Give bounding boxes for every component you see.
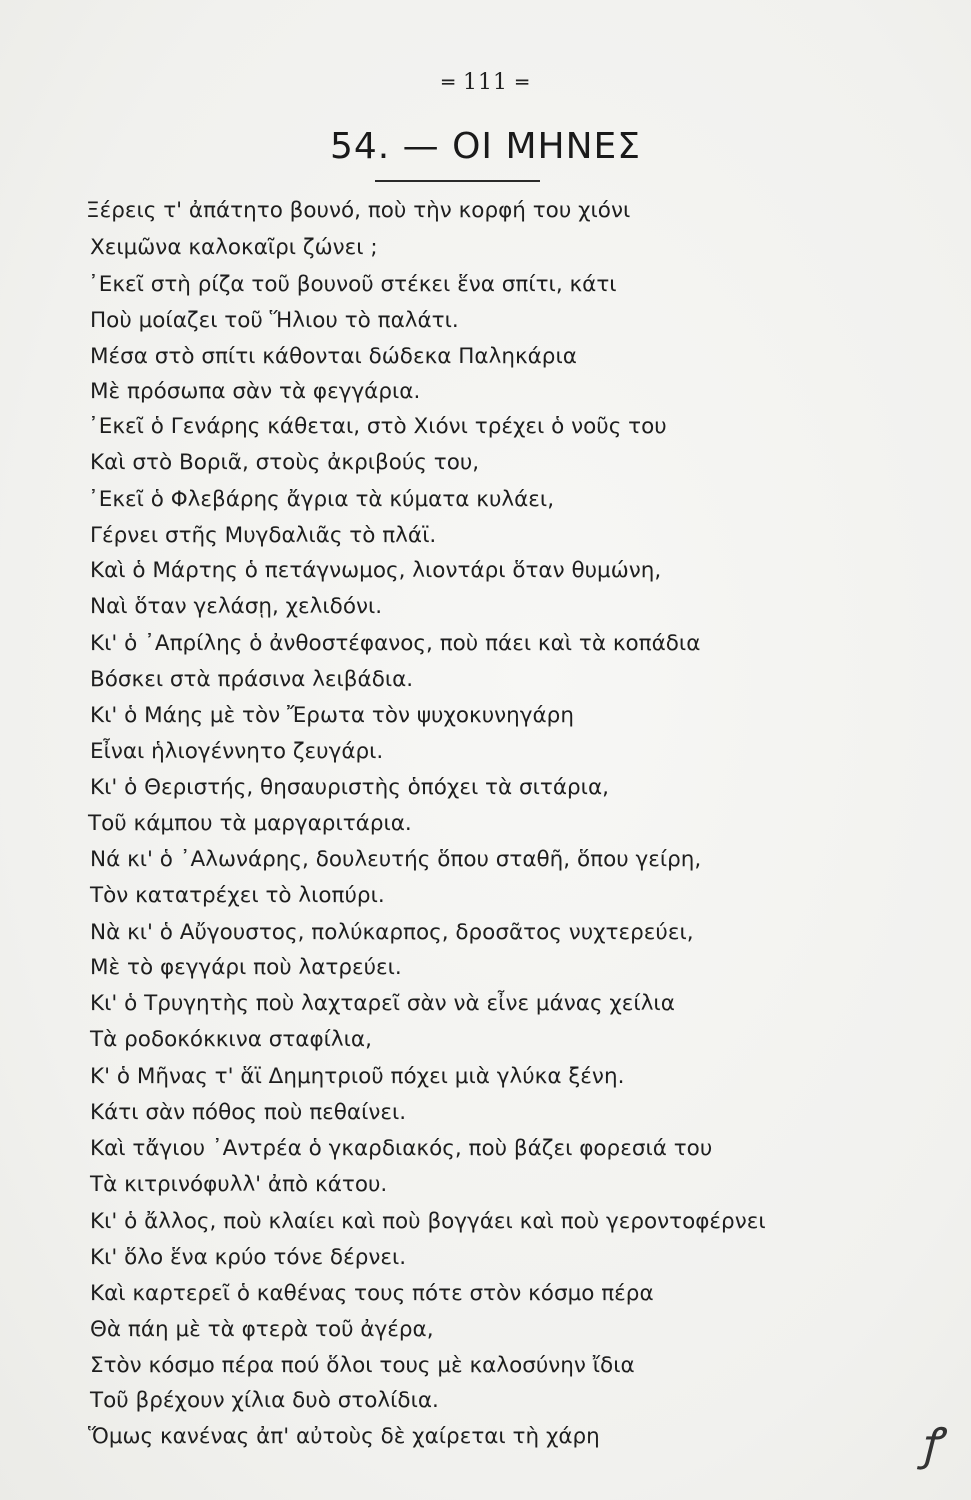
page-number-value: 111 <box>463 70 508 95</box>
poem-line: Καὶ καρτερεῖ ὁ καθένας τους πότε στὸν κόσμο πέρα <box>90 1281 654 1306</box>
poem-line: Τὰ ροδοκόκκινα σταφίλια, <box>90 1027 372 1052</box>
poem-line: Τοῦ βρέχουν χίλια δυὸ στολίδια. <box>90 1388 439 1413</box>
poem-line: Τὸν κατατρέχει τὸ λιοπύρι. <box>90 883 385 908</box>
poem-line: Θὰ πάη μὲ τὰ φτερὰ τοῦ ἀγέρα, <box>90 1317 434 1342</box>
poem-line: Μὲ πρόσωπα σὰν τὰ φεγγάρια. <box>90 379 421 404</box>
poem-line: Γέρνει στῆς Μυγδαλιᾶς τὸ πλάϊ. <box>90 523 437 548</box>
poem-title: 54. — ΟΙ ΜΗΝΕΣ <box>329 126 642 167</box>
poem-line: Εἶναι ἡλιογέννητο ζευγάρι. <box>90 739 384 764</box>
poem-line: ᾿Εκεῖ ὁ Φλεβάρης ἄγρια τὰ κύματα κυλάει, <box>88 487 555 512</box>
poem-line: Καὶ ὁ Μάρτης ὁ πετάγνωμος, λιοντάρι ὅταν θυμώνη, <box>90 558 662 583</box>
poem-line: Κι' ὁ Μάης μὲ τὸν Ἔρωτα τὸν ψυχοκυνηγάρη <box>90 703 574 728</box>
poem-line: Κι' ὅλο ἕνα κρύο τόνε δέρνει. <box>90 1245 407 1270</box>
poem-line: Τοῦ κάμπου τὰ μαργαριτάρια. <box>88 811 412 836</box>
poem-line: ᾿Εκεῖ στὴ ρίζα τοῦ βουνοῦ στέκει ἕνα σπίτι, κάτι <box>88 272 617 297</box>
poem-line: Μὲ τὸ φεγγάρι ποὺ λατρεύει. <box>90 955 402 980</box>
poem-line: Χειμῶνα καλοκαῖρι ζώνει ; <box>90 235 378 260</box>
poem-line: Κι' ὁ ἄλλος, ποὺ κλαίει καὶ ποὺ βογγάει καὶ ποὺ γεροντοφέρνει <box>90 1209 766 1234</box>
poem-line: Ὅμως κανένας ἀπ' αὐτοὺς δὲ χαίρεται τὴ χάρη <box>88 1424 600 1449</box>
printer-mark-icon: ꝭ <box>920 1419 941 1470</box>
poem-line: Ποὺ μοίαζει τοῦ Ἥλιου τὸ παλάτι. <box>90 308 459 333</box>
poem-line: Κι' ὁ ᾿Απρίλης ὁ ἀνθοστέφανος, ποὺ πάει καὶ τὰ κοπάδια <box>90 631 701 656</box>
poem-line: Ξέρεις τ' ἀπάτητο βουνό, ποὺ τὴν κορφή του χιόνι <box>86 198 631 223</box>
poem-line: ᾿Εκεῖ ὁ Γενάρης κάθεται, στὸ Χιόνι τρέχει ὁ νοῦς του <box>88 414 667 439</box>
poem-line: Μέσα στὸ σπίτι κάθονται δώδεκα Παληκάρια <box>90 344 577 369</box>
poem-line: Τὰ κιτρινόφυλλ' ἀπὸ κάτου. <box>90 1172 388 1197</box>
poem-line: Καὶ τἄγιου ᾿Αντρέα ὁ γκαρδιακός, ποὺ βάζει φορεσιά του <box>90 1136 713 1161</box>
poem-line: Κάτι σὰν πόθος ποὺ πεθαίνει. <box>90 1100 407 1125</box>
poem-line: Στὸν κόσμο πέρα πού ὅλοι τους μὲ καλοσύνην ἴδια <box>90 1353 635 1378</box>
page-number-right-rule: ═ <box>516 70 530 94</box>
poem-line: Ναὶ ὅταν γελάσῃ, χελιδόνι. <box>90 594 383 619</box>
poem-line: Κι' ὁ Τρυγητὴς ποὺ λαχταρεῖ σὰν νὰ εἶνε μάνας χείλια <box>90 991 675 1016</box>
title-underline <box>375 180 540 182</box>
page-number-left-rule: ═ <box>441 70 455 94</box>
page-number <box>0 70 971 95</box>
poem-line: Βόσκει στὰ πράσινα λειβάδια. <box>90 667 414 692</box>
poem-line: Νὰ κι' ὁ Αὔγουστος, πολύκαρπος, δροσᾶτος νυχτερεύει, <box>90 920 694 945</box>
poem-line: Νά κι' ὁ ᾿Αλωνάρης, δουλευτής ὅπου σταθῆ, ὅπου γείρη, <box>90 847 702 872</box>
poem-line: Κ' ὁ Μῆνας τ' ἅϊ Δημητριοῦ πόχει μιὰ γλύκα ξένη. <box>90 1064 625 1089</box>
poem-line: Κι' ὁ Θεριστής, θησαυριστὴς ὁπόχει τὰ σιτάρια, <box>90 775 609 800</box>
poem-line: Καὶ στὸ Βοριᾶ, στοὺς ἀκριβούς του, <box>90 450 480 475</box>
